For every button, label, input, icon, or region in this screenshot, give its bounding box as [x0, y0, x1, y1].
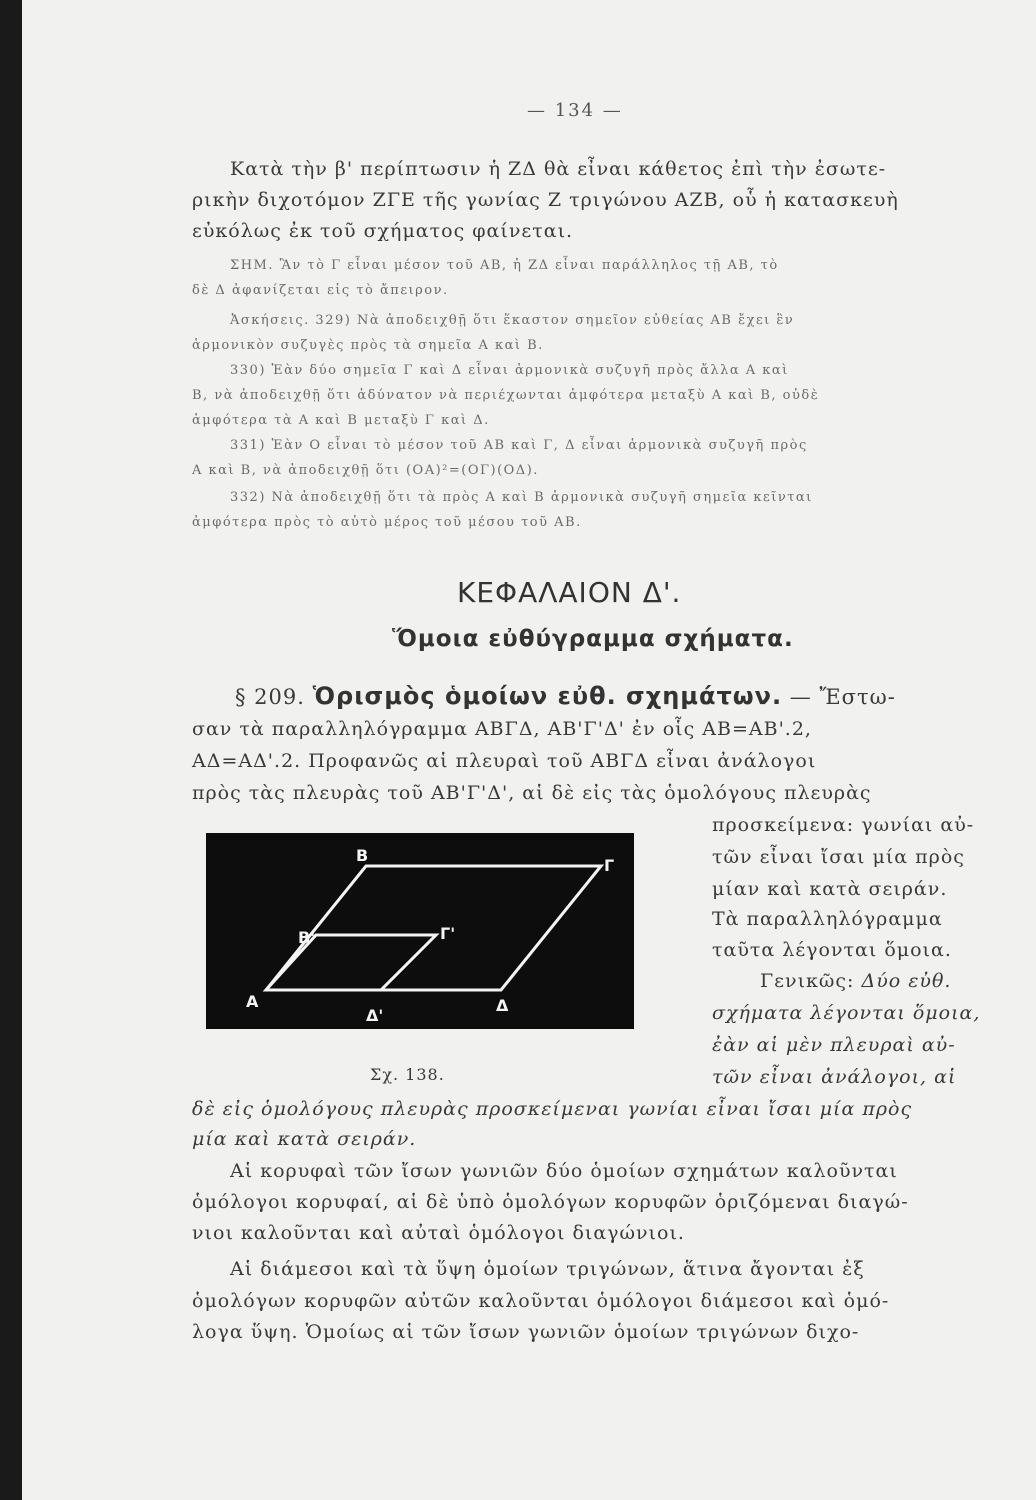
- section-line-2: ΑΔ=ΑΔ'.2. Προφανῶς αἱ πλευραὶ τοῦ ΑΒΓΔ εἶναι ἀνάλογοι: [192, 750, 817, 772]
- vertices-line-1: Αἱ κορυφαὶ τῶν ἴσων γωνιῶν δύο ὁμοίων σχημάτων καλοῦνται: [230, 1160, 898, 1182]
- general-side-line-2: σχήματα λέγονται ὅμοια,: [712, 1002, 981, 1024]
- vertices-line-3: νιοι καλοῦνται καὶ αὐταὶ ὁμόλογοι διαγώνιοι.: [192, 1222, 685, 1244]
- section-lead: — Ἔστω-: [789, 685, 896, 709]
- book-page: [22, 0, 1036, 1500]
- label-d: Δ: [496, 996, 509, 1015]
- parallelogram-ab1g1d1: [266, 935, 436, 990]
- side-line-5: ταῦτα λέγονται ὅμοια.: [712, 939, 952, 961]
- note-line-2: δὲ Δ ἀφανίζεται εἰς τὸ ἄπειρον.: [192, 283, 449, 298]
- medians-line-3: λογα ὕψη. Ὁμοίως αἱ τῶν ἴσων γωνιῶν ὁμοίων τριγώνων διχο-: [192, 1321, 860, 1343]
- exercise-line-6: 331) Ἐὰν Ο εἶναι τὸ μέσον τοῦ ΑΒ καὶ Γ, Δ εἶναι ἁρμονικὰ συζυγῆ πρὸς: [230, 438, 808, 453]
- figure-caption: Σχ. 138.: [370, 1065, 445, 1084]
- general-side-line-3: ἐὰν αἱ μὲν πλευραὶ αὐ-: [712, 1034, 956, 1056]
- exercise-line-7: Α καὶ Β, νὰ ἀποδειχθῇ ὅτι (ΟΑ)²=(ΟΓ)(ΟΔ).: [192, 463, 539, 478]
- medians-line-1: Αἱ διάμεσοι καὶ τὰ ὕψη ὁμοίων τριγώνων, ἅτινα ἄγονται ἐξ: [230, 1258, 865, 1280]
- medians-line-2: ὁμολόγων κορυφῶν αὐτῶν καλοῦνται ὁμόλογοι διάμεσοι καὶ ὁμό-: [192, 1290, 890, 1312]
- general-side-line-1: Δύο εὐθ.: [861, 970, 952, 992]
- side-line-1: προσκείμενα: γωνίαι αὐ-: [712, 814, 975, 836]
- side-line-3: μίαν καὶ κατὰ σειράν.: [712, 878, 948, 900]
- chapter-subtitle: Ὅμοια εὐθύγραμμα σχήματα.: [392, 626, 794, 652]
- side-line-4: Τὰ παραλληλόγραμμα: [712, 908, 943, 930]
- section-heading: [235, 682, 896, 710]
- exercise-line-2: ἁρμονικὸν συζυγὲς πρὸς τὰ σημεῖα Α καὶ Β.: [192, 338, 544, 353]
- general-side-line-4: τῶν εἶναι ἀνάλογοι, αἱ: [712, 1066, 957, 1088]
- general-label: Γενικῶς:: [760, 970, 855, 992]
- chapter-title: ΚΕΦΑΛΑΙΟΝ Δ'.: [457, 576, 682, 609]
- vertices-line-2: ὁμόλογοι κορυφαί, αἱ δὲ ὑπὸ ὁμολόγων κορυφῶν ὁριζόμεναι διαγώ-: [192, 1191, 909, 1213]
- page-number: — 134 —: [527, 100, 623, 121]
- after-figure-line-1: δὲ εἰς ὁμολόγους πλευρὰς προσκείμεναι γωνίαι εἶναι ἴσαι μία πρὸς: [192, 1098, 913, 1120]
- label-b: Β: [356, 846, 369, 865]
- label-g-prime: Γ': [440, 924, 456, 943]
- section-title: Ὁρισμὸς ὁμοίων εὐθ. σχημάτων.: [312, 682, 783, 710]
- figure-138-parallelograms: [206, 833, 634, 1029]
- section-number: § 209.: [235, 685, 305, 709]
- side-line-2: τῶν εἶναι ἴσαι μία πρὸς: [712, 846, 965, 868]
- label-d-prime: Δ': [366, 1006, 384, 1025]
- after-figure-line-2: μία καὶ κατὰ σειράν.: [192, 1128, 417, 1150]
- label-b-prime: Β': [298, 928, 316, 947]
- section-line-3: πρὸς τὰς πλευρὰς τοῦ ΑΒ'Γ'Δ', αἱ δὲ εἰς τὰς ὁμολόγους πλευρὰς: [192, 782, 872, 804]
- top-paragraph-line-2: ρικὴν διχοτόμον ΖΓΕ τῆς γωνίας Ζ τριγώνου ΑΖΒ, οὗ ἡ κατασκευὴ: [192, 189, 899, 211]
- general-lead: [760, 970, 951, 992]
- parallelogram-abgd: [266, 866, 601, 990]
- exercise-line-4: Β, νὰ ἀποδειχθῇ ὅτι ἀδύνατον νὰ περιέχωνται ἀμφότερα μεταξὺ Α καὶ Β, οὐδὲ: [192, 388, 820, 403]
- exercise-line-9: ἀμφότερα πρὸς τὸ αὐτὸ μέρος τοῦ μέσου τοῦ ΑΒ.: [192, 515, 582, 530]
- top-paragraph-line-1: Κατὰ τὴν β' περίπτωσιν ἡ ΖΔ θὰ εἶναι κάθετος ἐπὶ τὴν ἐσωτε-: [230, 158, 887, 180]
- exercise-line-8: 332) Νὰ ἀποδειχθῇ ὅτι τὰ πρὸς Α καὶ Β ἁρμονικὰ συζυγῆ σημεῖα κεῖνται: [230, 490, 813, 505]
- exercise-line-3: 330) Ἐὰν δύο σημεῖα Γ καὶ Δ εἶναι ἁρμονικὰ συζυγῆ πρὸς ἄλλα Α καὶ: [230, 363, 789, 378]
- exercise-line-5: ἀμφότερα τὰ Α καὶ Β μεταξὺ Γ καὶ Δ.: [192, 413, 490, 428]
- label-a: Α: [246, 992, 259, 1011]
- parallelogram-diagram: [206, 833, 634, 1029]
- label-g: Γ: [604, 856, 615, 875]
- note-line-1: ΣΗΜ. Ἂν τὸ Γ εἶναι μέσον τοῦ ΑΒ, ἡ ΖΔ εἶναι παράλληλος τῇ ΑΒ, τὸ: [230, 258, 779, 273]
- top-paragraph-line-3: εὐκόλως ἐκ τοῦ σχήματος φαίνεται.: [192, 220, 574, 242]
- exercise-line-1: Ἀσκήσεις. 329) Νὰ ἀποδειχθῇ ὅτι ἕκαστον σημεῖον εὐθείας ΑΒ ἔχει ἓν: [230, 313, 795, 328]
- section-line-1: σαν τὰ παραλληλόγραμμα ΑΒΓΔ, ΑΒ'Γ'Δ' ἐν οἷς ΑΒ=ΑΒ'.2,: [192, 718, 812, 740]
